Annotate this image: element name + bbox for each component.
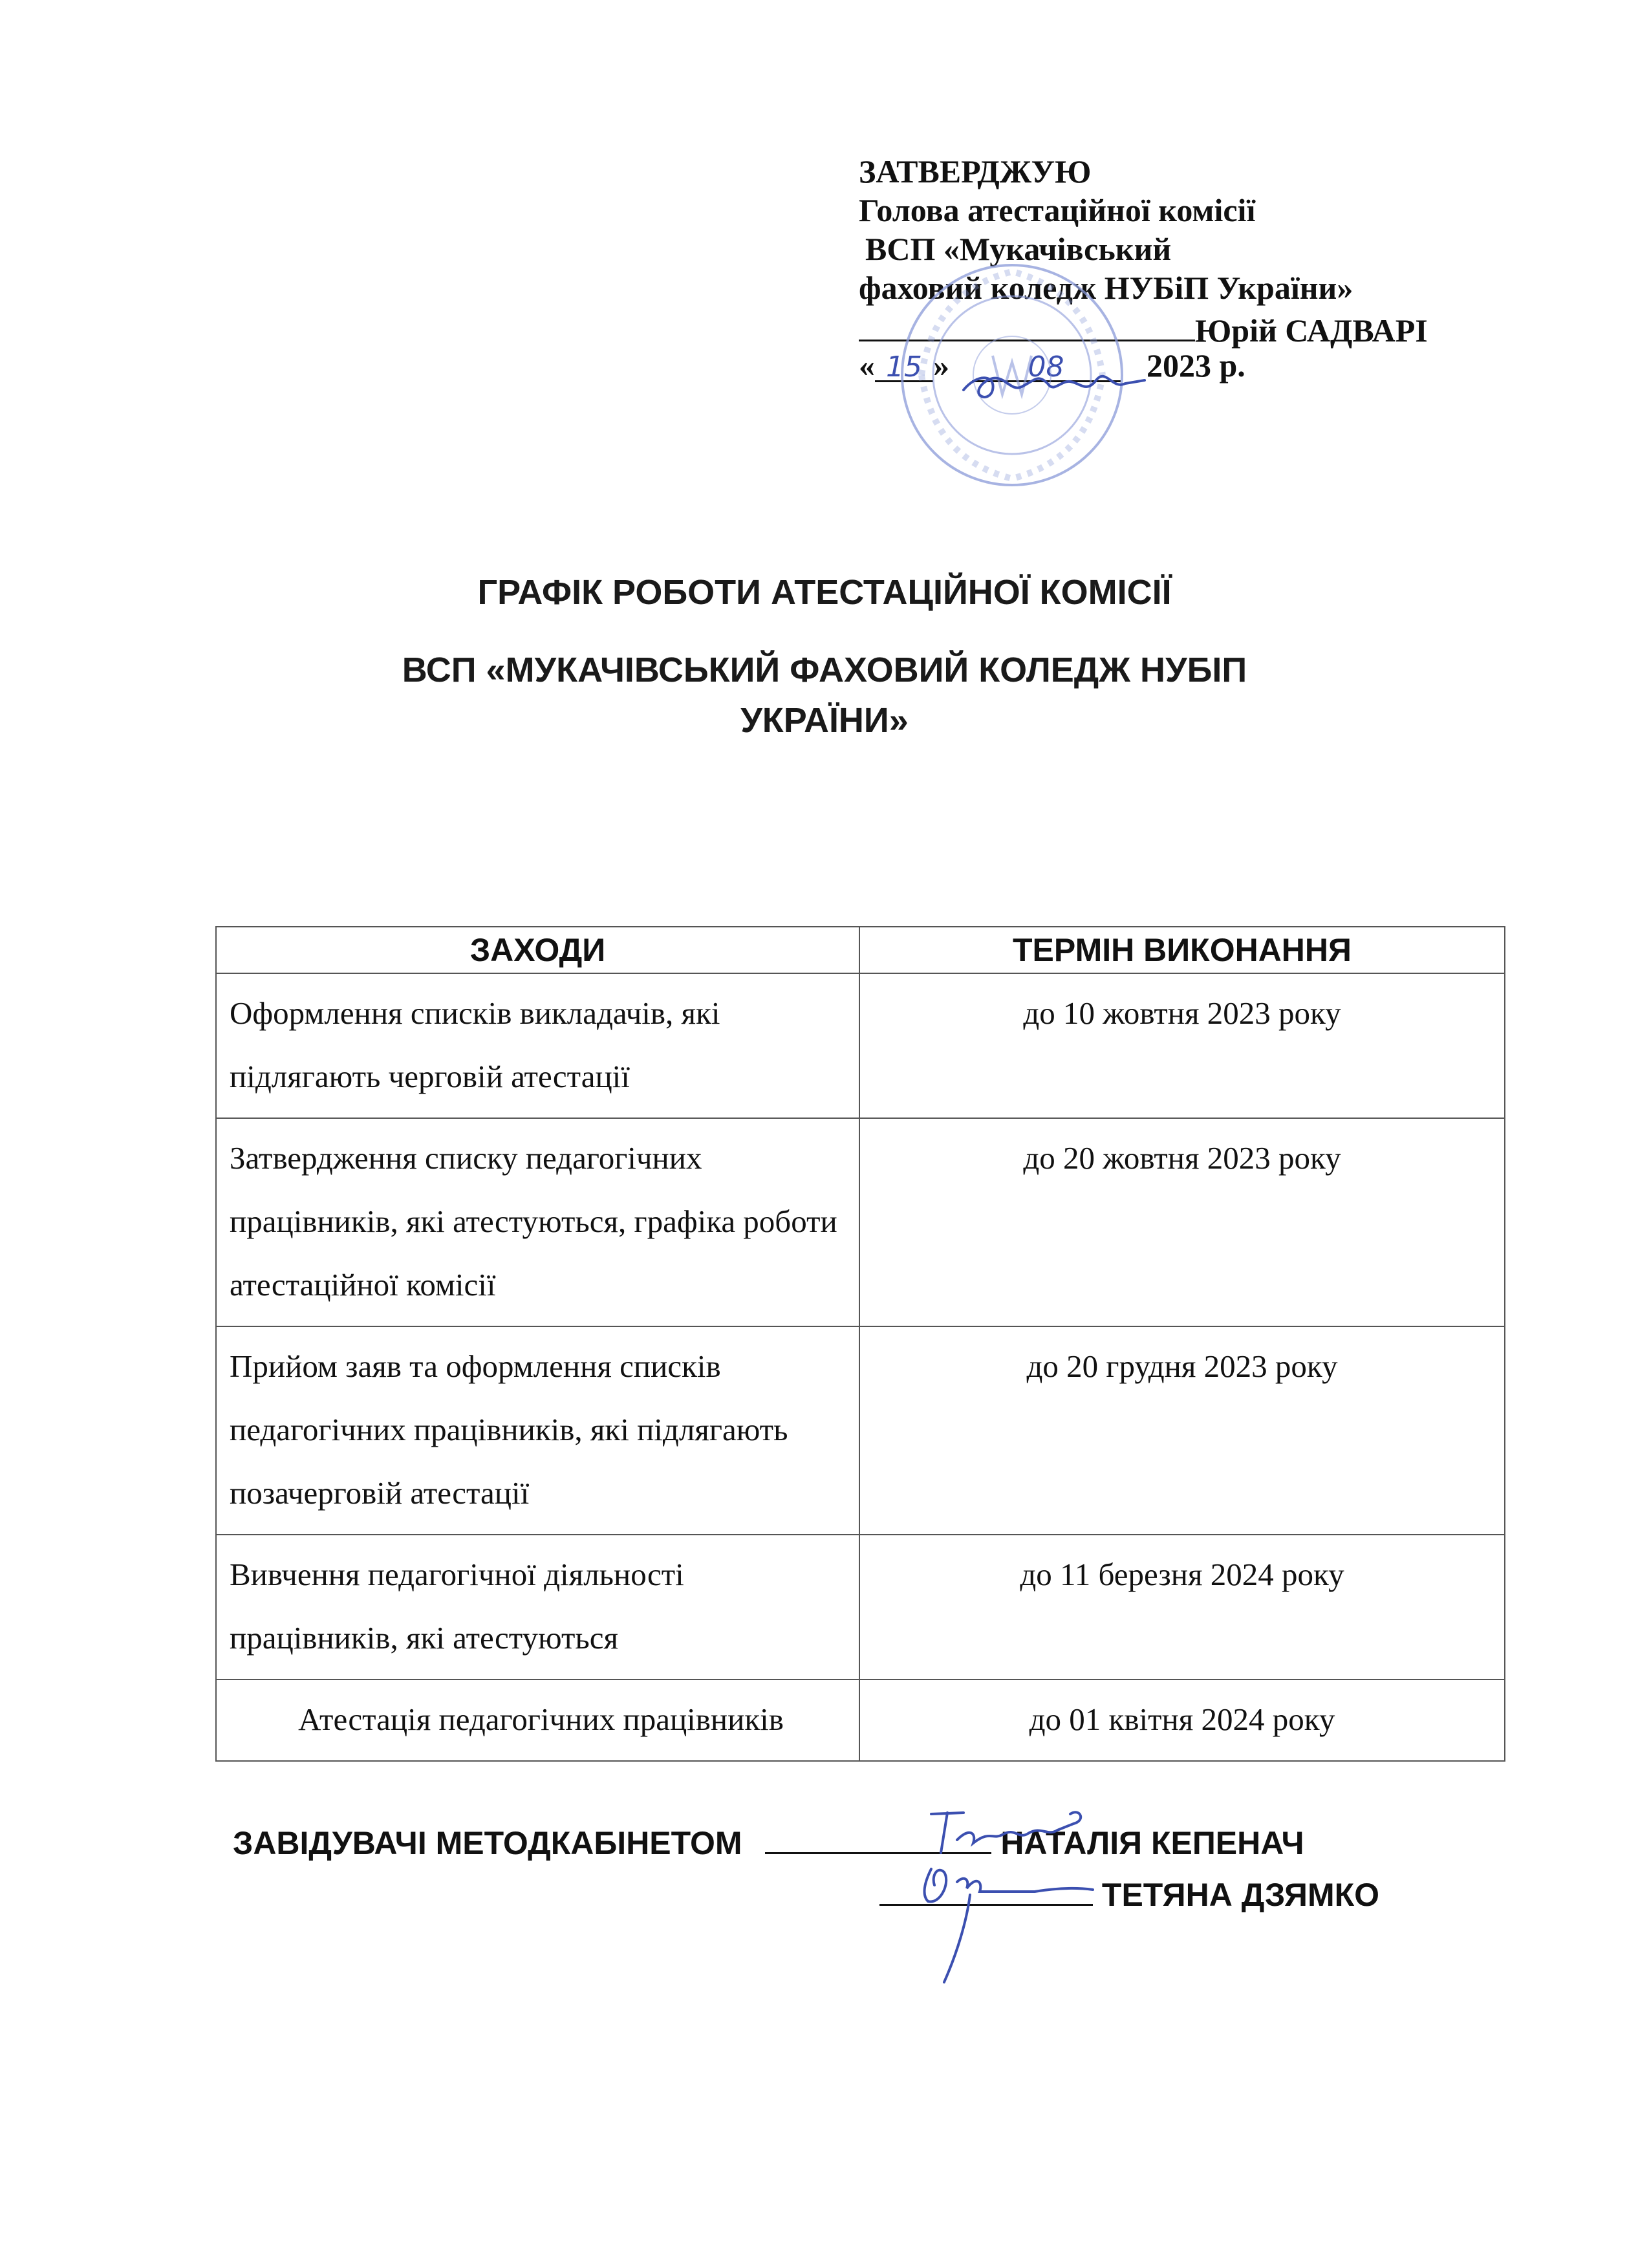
approval-position: Голова атестаційної комісії [859,192,1256,228]
table-row [216,973,1505,1118]
approval-org-line2: фаховий коледж НУБіП України» [859,270,1353,306]
document-title-line3: УКРАЇНИ» [740,701,909,740]
table-header-row [216,927,1505,973]
schedule-table [215,926,1505,1762]
signature-person-1: НАТАЛІЯ КЕПЕНАЧ [1000,1825,1304,1861]
document-title-line2: ВСП «МУКАЧІВСЬКИЙ ФАХОВИЙ КОЛЕДЖ НУБІП [402,651,1247,689]
approval-block [859,152,1505,385]
approval-date-line [859,346,1505,385]
activity-cell: Оформлення списків викладачів, які підлягають черговій атестації [216,973,859,1118]
deadline-cell: до 20 жовтня 2023 року [859,1118,1505,1326]
date-open-quote: « [859,347,875,383]
deadline-cell: до 11 березня 2024 року [859,1535,1505,1679]
signature-blank-2 [879,1870,1093,1906]
approval-signer: Юрій САДВАРІ [1195,312,1428,349]
activity-cell: Вивчення педагогічної діяльності працівників, які атестуються [216,1535,859,1679]
deadline-cell: до 10 жовтня 2023 року [859,973,1505,1118]
deadline-cell: до 01 квітня 2024 року [859,1679,1505,1761]
approval-date-month: 08 [972,348,1121,382]
approval-date-day: 15 [875,348,933,382]
header-activities: ЗАХОДИ [216,927,859,973]
approval-signature-line [859,307,1505,349]
signature-row-2 [879,1870,1379,1917]
signature-role: ЗАВІДУВАЧІ МЕТОДКАБІНЕТОМ [233,1825,742,1861]
deadline-cell: до 20 грудня 2023 року [859,1326,1505,1535]
table-row [216,1535,1505,1679]
signature-row-1 [233,1819,1304,1866]
activity-cell: Прийом заяв та оформлення списків педагогічних працівників, які підлягають позачерговій атестації [216,1326,859,1535]
document-title-line1: ГРАФІК РОБОТИ АТЕСТАЦІЙНОЇ КОМІСІЇ [477,573,1172,612]
header-deadline: ТЕРМІН ВИКОНАННЯ [859,927,1505,973]
table-row [216,1679,1505,1761]
approval-org-line1: ВСП «Мукачівський [865,231,1172,267]
approval-heading: ЗАТВЕРДЖУЮ [859,153,1092,189]
activity-cell: Затвердження списку педагогічних працівників, які атестуються, графіка роботи атестаційної комісії [216,1118,859,1326]
table-row [216,1118,1505,1326]
signature-blank-1 [765,1819,991,1854]
activity-cell: Атестація педагогічних працівників [216,1679,859,1761]
approval-date-year: 2023 р. [1147,347,1245,383]
table-row [216,1326,1505,1535]
date-close-quote: » [933,347,949,383]
approval-signature-blank [859,307,1195,341]
signature-person-2: ТЕТЯНА ДЗЯМКО [1101,1877,1380,1913]
